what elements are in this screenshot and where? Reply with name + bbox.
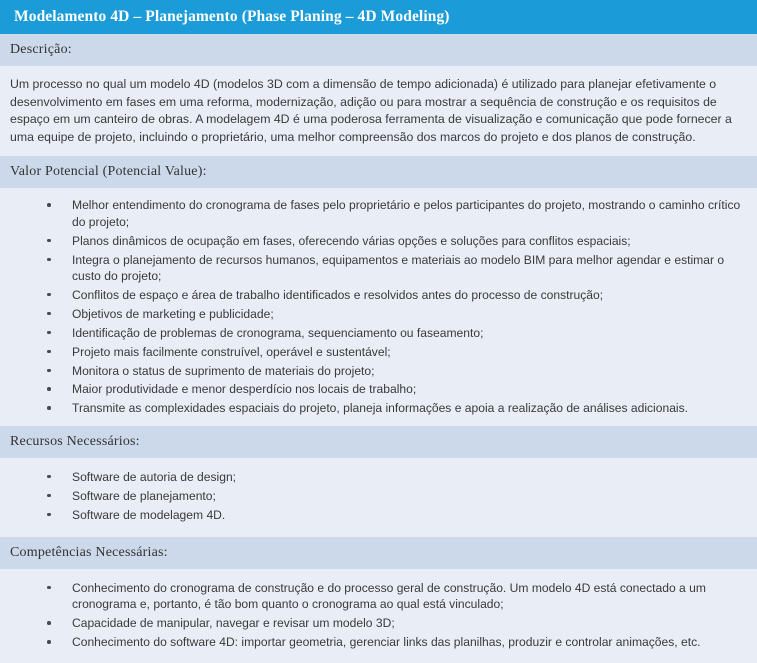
list-item-text: Integra o planejamento de recursos humanos, equipamentos e materiais ao modelo BIM para melhor agendar e estimar o custo do projeto;	[72, 252, 725, 283]
section-header-potential-value	[0, 156, 757, 188]
list-item-text: Monitora o status de suprimento de materiais do projeto;	[72, 363, 375, 378]
bullet-icon	[47, 350, 51, 354]
list-item	[10, 615, 745, 631]
list-item	[10, 287, 745, 303]
bullet-icon	[47, 475, 51, 479]
list-item-text: Conhecimento do cronograma de construção e do processo geral de construção. Um modelo 4D está conectado a um cronograma e, portanto, é tão bom quanto o cronograma ao qual está vinculado;	[72, 580, 706, 612]
bullet-icon	[47, 406, 51, 410]
list-item	[10, 306, 745, 322]
list-item-text: Planos dinâmicos de ocupação em fases, oferecendo várias opções e soluções para conflitos espaciais;	[72, 233, 631, 248]
section-heading-label: Descrição:	[10, 42, 72, 57]
list-item-text: Identificação de problemas de cronograma, sequenciamento ou faseamento;	[72, 325, 484, 340]
section-header-required-resources	[0, 426, 757, 458]
required-resources-list	[10, 469, 745, 523]
list-item-text: Maior produtividade e menor desperdício nos locais de trabalho;	[72, 382, 417, 397]
list-item	[10, 400, 745, 416]
bullet-icon	[47, 239, 51, 243]
section-header-description	[0, 34, 757, 66]
potential-value-list	[10, 197, 745, 416]
bullet-icon	[47, 513, 51, 517]
list-item-text: Objetivos de marketing e publicidade;	[72, 306, 274, 321]
list-item-text: Conflitos de espaço e área de trabalho identificados e resolvidos antes do processo de construção;	[72, 287, 604, 302]
list-item	[10, 344, 745, 360]
list-item-text: Software de modelagem 4D.	[72, 507, 226, 522]
bullet-icon	[47, 312, 51, 316]
document-title-bar	[0, 0, 757, 34]
list-item-text: Capacidade de manipular, navegar e revisar um modelo 3D;	[72, 616, 395, 631]
list-item	[10, 381, 745, 397]
list-item	[10, 197, 745, 230]
list-item-text: Projeto mais facilmente construível, operável e sustentável;	[72, 344, 391, 359]
list-item	[10, 469, 745, 485]
list-item	[10, 580, 745, 613]
bullet-icon	[47, 586, 51, 590]
section-body-description	[0, 66, 757, 156]
bullet-icon	[47, 621, 51, 625]
required-competencies-list	[10, 580, 745, 651]
bullet-icon	[47, 387, 51, 391]
list-item-text: Software de autoria de design;	[72, 469, 237, 484]
list-item-text: Conhecimento do software 4D: importar geometria, gerenciar links das planilhas, produzir e controlar animações, etc.	[72, 635, 701, 650]
bullet-icon	[47, 369, 51, 373]
list-item-text: Software de planejamento;	[72, 488, 216, 503]
section-header-required-competencies	[0, 537, 757, 569]
section-heading-label: Competências Necessárias:	[10, 544, 168, 560]
list-item	[10, 507, 745, 523]
section-body-required-competencies	[0, 569, 757, 663]
description-paragraph: Um processo no qual um modelo 4D (modelos 3D com a dimensão de tempo adicionada) é utilizado para planejar efetivamente o desenvolvimento em fases em uma reforma, modernização, adição ou para mostrar a sequência de construção e os requisitos de espaço em um canteiro de obras. A modelagem 4D é uma poderosa ferramenta de visualização e comunicação que pode fornecer a uma equipe de projeto, incluindo o proprietário, uma melhor compreensão dos marcos do projeto e dos planos de construção.	[10, 77, 732, 144]
section-heading-label: Valor Potencial (Potencial Value):	[10, 164, 207, 180]
section-body-potential-value	[0, 188, 757, 425]
list-item	[10, 252, 745, 285]
list-item	[10, 325, 745, 341]
list-item	[10, 488, 745, 504]
list-item-text: Melhor entendimento do cronograma de fases pelo proprietário e pelos participantes do projeto, mostrando o caminho crítico do projeto;	[72, 198, 741, 229]
bullet-icon	[47, 203, 51, 207]
section-body-required-resources	[0, 458, 757, 537]
page-title: Modelamento 4D – Planejamento (Phase Planing – 4D Modeling)	[14, 8, 450, 25]
bullet-icon	[47, 293, 51, 297]
list-item	[10, 634, 745, 650]
list-item	[10, 363, 745, 379]
list-item-text: Transmite as complexidades espaciais do projeto, planeja informações e apoia a realização de análises adicionais.	[72, 401, 689, 416]
section-heading-label: Recursos Necessários:	[10, 433, 140, 449]
bullet-icon	[47, 494, 51, 498]
list-item	[10, 233, 745, 249]
bullet-icon	[47, 331, 51, 335]
bullet-icon	[47, 640, 51, 644]
bullet-icon	[47, 258, 51, 262]
